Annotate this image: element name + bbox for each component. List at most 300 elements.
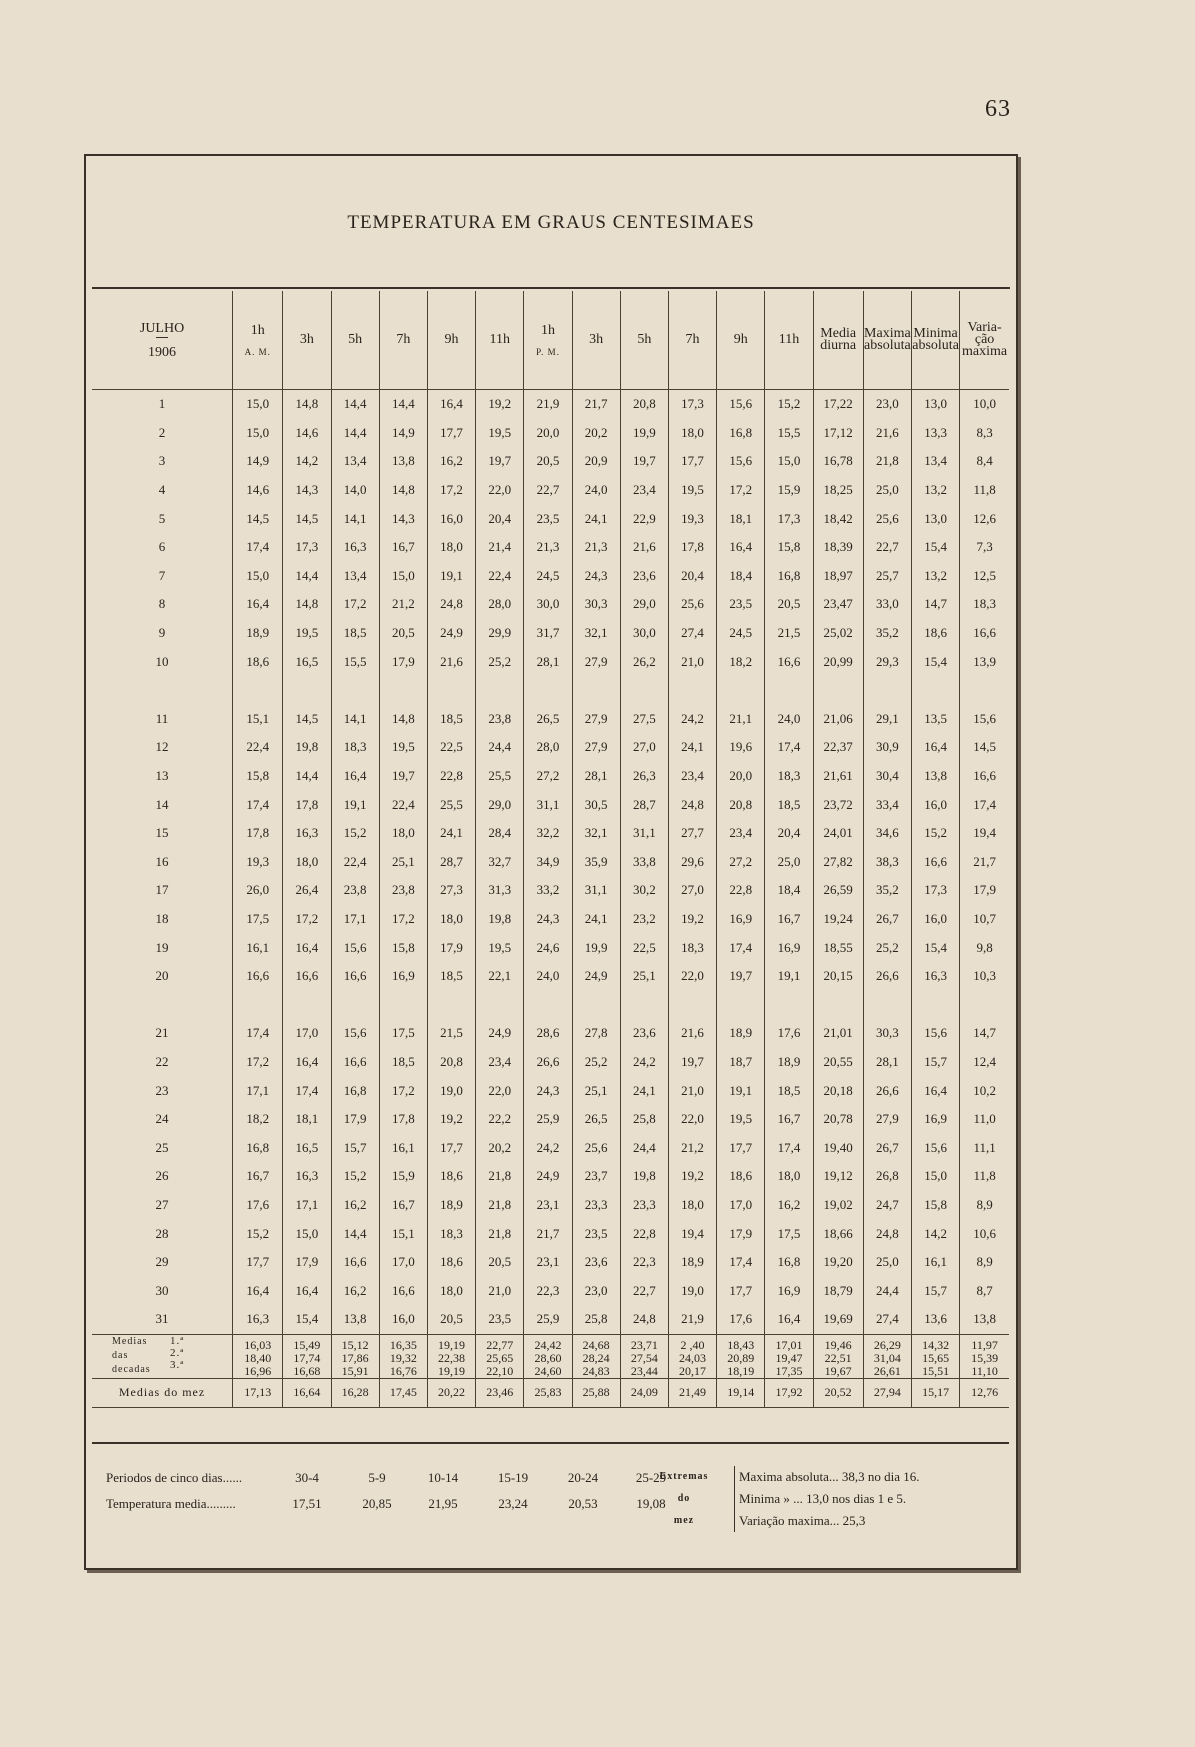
decade-mean-value: 15,51 xyxy=(922,1363,950,1378)
temperature-cell: 18,0 xyxy=(283,848,331,877)
temperature-cell: 26,8 xyxy=(863,1162,911,1191)
decade-mean-value: 22,10 xyxy=(486,1363,514,1378)
temperature-cell: 24,2 xyxy=(524,1133,572,1162)
temperature-cell: 25,8 xyxy=(620,1105,668,1134)
temperature-cell: 17,12 xyxy=(813,419,863,448)
temperature-cell: 14,4 xyxy=(379,390,427,419)
day-number: 5 xyxy=(158,510,166,526)
temperature-cell: 24,9 xyxy=(427,619,475,648)
temperature-cell: 18,9 xyxy=(668,1248,716,1277)
temperature-cell: 20,5 xyxy=(427,1305,475,1334)
temperature-cell: 17,9 xyxy=(283,1248,331,1277)
decade-mean-value: 19,67 xyxy=(824,1363,852,1378)
table-row xyxy=(92,905,1009,934)
temperature-cell: 23,8 xyxy=(379,876,427,905)
decade-mean-value: 24,83 xyxy=(582,1363,610,1378)
decade-mean-cell xyxy=(717,1334,765,1378)
temperature-cell: 21,6 xyxy=(668,1019,716,1048)
month-mean-cell: 27,94 xyxy=(863,1378,911,1408)
temperature-cell: 24,8 xyxy=(427,590,475,619)
temperature-cell: 18,2 xyxy=(233,1105,283,1134)
temperature-cell: 26,0 xyxy=(233,876,283,905)
temperature-cell: 19,2 xyxy=(668,905,716,934)
decade-mean-value: 24,68 xyxy=(582,1337,610,1352)
temperature-cell: 19,2 xyxy=(668,1162,716,1191)
temperature-cell: 21,8 xyxy=(476,1162,524,1191)
temperature-cell: 13,2 xyxy=(911,476,959,505)
decade-mean-value: 22,77 xyxy=(486,1337,514,1352)
hour-header: 7h xyxy=(379,291,427,390)
temperature-cell: 21,8 xyxy=(863,447,911,476)
temperature-cell: 16,7 xyxy=(765,1105,813,1134)
decade-mean-cell xyxy=(668,1334,716,1378)
temperature-cell: 19,5 xyxy=(717,1105,765,1134)
temperature-cell: 14,5 xyxy=(233,504,283,533)
temperature-cell: 26,5 xyxy=(572,1105,620,1134)
table-row xyxy=(92,1019,1009,1048)
temperature-cell: 27,9 xyxy=(572,705,620,734)
temperature-cell: 16,6 xyxy=(911,848,959,877)
temperature-cell: 25,2 xyxy=(476,647,524,676)
temperature-cell: 14,8 xyxy=(283,590,331,619)
temperature-cell: 17,6 xyxy=(233,1191,283,1220)
temperature-cell: 21,5 xyxy=(427,1019,475,1048)
temperature-cell: 17,6 xyxy=(765,1019,813,1048)
decade-mean-value: 22,51 xyxy=(824,1350,852,1365)
temperature-cell: 15,6 xyxy=(331,1019,379,1048)
temperature-cell: 14,4 xyxy=(331,1219,379,1248)
day-number: 21 xyxy=(155,1025,169,1041)
temperature-cell: 22,2 xyxy=(476,1105,524,1134)
temperature-cell: 17,0 xyxy=(283,1019,331,1048)
temperature-cell: 18,55 xyxy=(813,933,863,962)
temperature-cell: 14,4 xyxy=(331,419,379,448)
temperature-cell: 16,2 xyxy=(331,1276,379,1305)
month-means-label: Medias do mez xyxy=(92,1378,233,1408)
day-number: 18 xyxy=(155,910,169,926)
temperature-cell: 22,3 xyxy=(524,1276,572,1305)
temperature-cell: 18,0 xyxy=(668,419,716,448)
temperature-cell: 17,2 xyxy=(717,476,765,505)
extremas-label: Extremas do mez xyxy=(659,1471,709,1526)
temperature-cell: 17,4 xyxy=(283,1076,331,1105)
temperature-cell: 18,6 xyxy=(233,647,283,676)
temp-cell: 17,51 xyxy=(292,1496,322,1511)
temperature-cell: 19,6 xyxy=(717,733,765,762)
day-number: 16 xyxy=(155,853,169,869)
temperature-cell: 20,0 xyxy=(524,419,572,448)
table-row xyxy=(92,447,1009,476)
month-means-row xyxy=(92,1378,1009,1408)
decade-mean-value: 28,60 xyxy=(534,1350,562,1365)
temperature-cell: 18,9 xyxy=(427,1191,475,1220)
temperature-cell: 16,3 xyxy=(911,962,959,991)
temperature-cell: 22,37 xyxy=(813,733,863,762)
day-number: 15 xyxy=(155,825,169,841)
temperature-cell: 19,1 xyxy=(717,1076,765,1105)
temperature-cell: 20,78 xyxy=(813,1105,863,1134)
temperature-cell: 17,7 xyxy=(233,1248,283,1277)
temperature-cell: 22,5 xyxy=(427,733,475,762)
temperature-cell: 21,4 xyxy=(476,533,524,562)
temperature-cell: 16,8 xyxy=(765,1248,813,1277)
temperature-cell: 15,6 xyxy=(331,933,379,962)
temperature-cell: 25,1 xyxy=(572,1076,620,1105)
temperature-cell: 25,5 xyxy=(476,762,524,791)
temperature-cell: 24,4 xyxy=(620,1133,668,1162)
temperature-cell: 25,9 xyxy=(524,1105,572,1134)
table-frame xyxy=(84,154,1018,1570)
temperature-cell: 10,3 xyxy=(960,962,1009,991)
temperature-cell: 16,5 xyxy=(283,647,331,676)
temperature-cell: 15,7 xyxy=(911,1276,959,1305)
minima-absoluta-header: Minima absoluta xyxy=(911,291,959,390)
decade-means-label: Medias das decadas 1.ª 2.ª 3.ª xyxy=(92,1334,233,1378)
temperature-cell: 17,0 xyxy=(379,1248,427,1277)
temperature-cell: 12,6 xyxy=(960,504,1009,533)
temperature-cell: 16,6 xyxy=(331,962,379,991)
temperature-cell: 27,9 xyxy=(572,647,620,676)
temperature-cell: 27,2 xyxy=(717,848,765,877)
temperature-cell: 11,0 xyxy=(960,1105,1009,1134)
temperature-cell: 15,5 xyxy=(331,647,379,676)
day-number: 23 xyxy=(155,1082,169,1098)
temperature-cell: 13,5 xyxy=(911,705,959,734)
temperature-cell: 14,8 xyxy=(379,705,427,734)
decade-mean-value: 20,89 xyxy=(727,1350,755,1365)
temperature-cell: 19,9 xyxy=(572,933,620,962)
temperature-cell: 19,20 xyxy=(813,1248,863,1277)
temperature-cell: 18,3 xyxy=(331,733,379,762)
decade-mean-value: 11,10 xyxy=(971,1363,998,1378)
day-number: 8 xyxy=(158,596,166,612)
temperature-cell: 14,9 xyxy=(379,419,427,448)
temperature-cell: 30,5 xyxy=(572,790,620,819)
temperature-cell: 30,0 xyxy=(524,590,572,619)
temperature-cell: 32,2 xyxy=(524,819,572,848)
temperature-cell: 8,4 xyxy=(960,447,1009,476)
temperature-cell: 21,3 xyxy=(524,533,572,562)
temperature-cell: 20,5 xyxy=(476,1248,524,1277)
month-mean-cell: 20,52 xyxy=(813,1378,863,1408)
decade-mean-value: 11,97 xyxy=(971,1337,998,1352)
temperature-cell: 28,0 xyxy=(476,590,524,619)
temperature-cell: 25,7 xyxy=(863,562,911,591)
temperature-cell: 15,7 xyxy=(911,1048,959,1077)
temperature-cell: 18,6 xyxy=(427,1162,475,1191)
decade-mean-value: 19,19 xyxy=(438,1363,466,1378)
temperature-cell: 27,4 xyxy=(863,1305,911,1334)
day-number: 9 xyxy=(158,625,166,641)
temperature-cell: 21,2 xyxy=(379,590,427,619)
temperature-cell: 24,3 xyxy=(572,562,620,591)
temperature-cell: 31,1 xyxy=(524,790,572,819)
temperature-cell: 16,4 xyxy=(427,390,475,419)
day-number: 12 xyxy=(155,739,169,755)
hour-header: 9h xyxy=(427,291,475,390)
temperature-cell: 25,02 xyxy=(813,619,863,648)
temperature-cell: 18,3 xyxy=(765,762,813,791)
temperature-cell: 14,9 xyxy=(233,447,283,476)
temperature-cell: 18,0 xyxy=(427,905,475,934)
temperature-cell: 23,5 xyxy=(524,504,572,533)
temperature-cell: 18,39 xyxy=(813,533,863,562)
periods-label: Periodos de cinco dias...... xyxy=(106,1470,243,1485)
temperature-cell: 14,1 xyxy=(331,705,379,734)
temperature-cell: 15,6 xyxy=(960,705,1009,734)
decade-mean-value: 16,76 xyxy=(389,1363,417,1378)
temperature-cell: 15,2 xyxy=(233,1219,283,1248)
temperature-cell: 17,2 xyxy=(379,905,427,934)
temperature-cell: 23,5 xyxy=(476,1305,524,1334)
temperature-cell: 24,8 xyxy=(620,1305,668,1334)
temperature-cell: 17,1 xyxy=(233,1076,283,1105)
temperature-cell: 16,9 xyxy=(911,1105,959,1134)
temp-cell: 20,53 xyxy=(568,1496,598,1511)
temperature-cell: 18,0 xyxy=(668,1191,716,1220)
period-cell: 25-29 xyxy=(635,1470,667,1485)
decade-mean-cell xyxy=(572,1334,620,1378)
temperature-cell: 16,1 xyxy=(233,933,283,962)
temperature-cell: 13,4 xyxy=(331,447,379,476)
temperature-cell: 10,0 xyxy=(960,390,1009,419)
temperature-cell: 24,3 xyxy=(524,905,572,934)
temperature-cell: 17,5 xyxy=(233,905,283,934)
temperature-cell: 24,0 xyxy=(765,705,813,734)
temperature-cell: 20,8 xyxy=(717,790,765,819)
table-row xyxy=(92,819,1009,848)
temperature-cell: 15,8 xyxy=(379,933,427,962)
day-number: 14 xyxy=(155,796,169,812)
variacao-maxima-header: Varia- ção maxima xyxy=(960,291,1009,390)
temperature-cell: 14,3 xyxy=(283,476,331,505)
temperature-cell: 15,4 xyxy=(911,647,959,676)
temperature-cell: 26,6 xyxy=(524,1048,572,1077)
temperature-cell: 14,4 xyxy=(283,762,331,791)
temperature-cell: 21,7 xyxy=(960,848,1009,877)
temperature-cell: 15,6 xyxy=(911,1133,959,1162)
temperature-cell: 18,9 xyxy=(717,1019,765,1048)
temperature-cell: 13,8 xyxy=(960,1305,1009,1334)
temperature-cell: 16,7 xyxy=(379,1191,427,1220)
footer-summary xyxy=(92,1442,1009,1564)
temperature-cell: 22,7 xyxy=(620,1276,668,1305)
temperature-cell: 13,2 xyxy=(911,562,959,591)
decade-mean-value: 24,03 xyxy=(679,1350,707,1365)
temperature-cell: 15,4 xyxy=(283,1305,331,1334)
decade-mean-value: 25,65 xyxy=(486,1350,514,1365)
temperature-cell: 12,5 xyxy=(960,562,1009,591)
temperature-cell: 17,4 xyxy=(233,533,283,562)
day-number: 7 xyxy=(158,567,166,583)
temperature-cell: 15,2 xyxy=(331,1162,379,1191)
temperature-cell: 18,97 xyxy=(813,562,863,591)
temperature-cell: 17,7 xyxy=(427,1133,475,1162)
temperature-cell: 17,8 xyxy=(283,790,331,819)
temperature-cell: 23,0 xyxy=(572,1276,620,1305)
day-number: 28 xyxy=(155,1225,169,1241)
table-row xyxy=(92,1191,1009,1220)
temperature-cell: 16,0 xyxy=(911,790,959,819)
day-number: 31 xyxy=(155,1311,169,1327)
decade-mean-value: 15,12 xyxy=(341,1337,369,1352)
temperature-cell: 18,3 xyxy=(960,590,1009,619)
decade-mean-value: 26,29 xyxy=(873,1337,901,1352)
temperature-cell: 17,3 xyxy=(283,533,331,562)
month-mean-cell: 12,76 xyxy=(960,1378,1009,1408)
month-mean-cell: 16,28 xyxy=(331,1378,379,1408)
hour-header: 3h xyxy=(283,291,331,390)
temperature-cell: 24,1 xyxy=(427,819,475,848)
temperature-cell: 27,4 xyxy=(668,619,716,648)
temperature-cell: 24,1 xyxy=(572,905,620,934)
month-mean-cell: 25,88 xyxy=(572,1378,620,1408)
temperature-cell: 15,1 xyxy=(233,705,283,734)
period-cell: 10-14 xyxy=(427,1470,459,1485)
temperature-cell: 16,4 xyxy=(283,1276,331,1305)
temperature-cell: 17,7 xyxy=(717,1276,765,1305)
temperature-cell: 16,0 xyxy=(427,504,475,533)
temperature-cell: 19,5 xyxy=(379,733,427,762)
temperature-cell: 21,6 xyxy=(620,533,668,562)
temperature-cell: 26,7 xyxy=(863,905,911,934)
temperature-cell: 31,7 xyxy=(524,619,572,648)
temperature-cell: 24,0 xyxy=(572,476,620,505)
temperature-cell: 18,3 xyxy=(668,933,716,962)
temperature-cell: 16,3 xyxy=(331,533,379,562)
temperature-cell: 19,8 xyxy=(283,733,331,762)
temp-cell: 19,08 xyxy=(636,1496,666,1511)
temperature-cell: 16,1 xyxy=(379,1133,427,1162)
temperature-cell: 15,6 xyxy=(717,447,765,476)
temperature-cell: 10,6 xyxy=(960,1219,1009,1248)
period-cell: 20-24 xyxy=(567,1470,599,1485)
temperature-cell: 19,4 xyxy=(668,1219,716,1248)
temperature-cell: 19,02 xyxy=(813,1191,863,1220)
temperature-cell: 31,1 xyxy=(620,819,668,848)
temperature-cell: 15,8 xyxy=(911,1191,959,1220)
temperature-cell: 23,4 xyxy=(476,1048,524,1077)
hour-header: 1h P. M. xyxy=(524,291,572,390)
temperature-cell: 13,0 xyxy=(911,390,959,419)
temperature-cell: 16,6 xyxy=(960,619,1009,648)
temperature-cell: 18,0 xyxy=(765,1162,813,1191)
temperature-cell: 17,4 xyxy=(765,1133,813,1162)
temperature-cell: 18,6 xyxy=(911,619,959,648)
temperature-cell: 21,8 xyxy=(476,1219,524,1248)
temperature-cell: 20,18 xyxy=(813,1076,863,1105)
temperature-cell: 17,9 xyxy=(717,1219,765,1248)
decade-mean-value: 26,61 xyxy=(873,1363,901,1378)
temperature-cell: 22,8 xyxy=(717,876,765,905)
temperature-cell: 22,4 xyxy=(476,562,524,591)
table-row xyxy=(92,590,1009,619)
temperature-cell: 16,4 xyxy=(331,762,379,791)
temperature-cell: 27,2 xyxy=(524,762,572,791)
temperature-cell: 20,2 xyxy=(476,1133,524,1162)
temperature-cell: 24,2 xyxy=(620,1048,668,1077)
decade-mean-cell xyxy=(283,1334,331,1378)
temperature-cell: 13,4 xyxy=(911,447,959,476)
temperature-cell: 29,0 xyxy=(620,590,668,619)
temperature-cell: 19,7 xyxy=(620,447,668,476)
temperature-cell: 19,5 xyxy=(476,933,524,962)
decade-mean-value: 19,46 xyxy=(824,1337,852,1352)
temperature-cell: 34,9 xyxy=(524,848,572,877)
temperature-cell: 17,7 xyxy=(717,1133,765,1162)
temperature-cell: 17,3 xyxy=(668,390,716,419)
day-number: 17 xyxy=(155,882,169,898)
temperature-cell: 16,6 xyxy=(233,962,283,991)
temperature-cell: 29,3 xyxy=(863,647,911,676)
temperature-cell: 15,6 xyxy=(717,390,765,419)
temperature-cell: 17,2 xyxy=(379,1076,427,1105)
table-row xyxy=(92,647,1009,676)
temperature-cell: 15,0 xyxy=(283,1219,331,1248)
temperature-cell: 23,3 xyxy=(572,1191,620,1220)
temperature-cell: 15,4 xyxy=(911,533,959,562)
table-row xyxy=(92,762,1009,791)
temperature-cell: 19,7 xyxy=(668,1048,716,1077)
decade-mean-value: 16,35 xyxy=(389,1337,417,1352)
temperature-cell: 16,8 xyxy=(717,419,765,448)
temperature-cell: 22,5 xyxy=(620,933,668,962)
temperature-cell: 16,3 xyxy=(233,1305,283,1334)
temperature-cell: 26,59 xyxy=(813,876,863,905)
decade-mean-value: 18,43 xyxy=(727,1337,755,1352)
temperature-cell: 20,0 xyxy=(717,762,765,791)
month-mean-cell: 17,92 xyxy=(765,1378,813,1408)
decade-mean-value: 20,17 xyxy=(679,1363,707,1378)
temperature-cell: 19,7 xyxy=(717,962,765,991)
temperature-cell: 32,1 xyxy=(572,619,620,648)
temperature-cell: 22,9 xyxy=(620,504,668,533)
temperature-cell: 19,4 xyxy=(960,819,1009,848)
temperature-cell: 23,5 xyxy=(572,1219,620,1248)
temperature-cell: 19,5 xyxy=(476,419,524,448)
temperature-cell: 19,2 xyxy=(476,390,524,419)
temperature-cell: 19,1 xyxy=(427,562,475,591)
table-row xyxy=(92,562,1009,591)
temperature-cell: 18,9 xyxy=(233,619,283,648)
temperature-cell: 35,2 xyxy=(863,876,911,905)
temperature-cell: 24,6 xyxy=(524,933,572,962)
hour-header: 11h xyxy=(765,291,813,390)
temperature-cell: 14,8 xyxy=(379,476,427,505)
decade-mean-value: 19,19 xyxy=(438,1337,466,1352)
day-rows xyxy=(92,390,1009,1335)
temperature-cell: 20,2 xyxy=(572,419,620,448)
day-number: 19 xyxy=(155,939,169,955)
temperature-cell: 27,0 xyxy=(668,876,716,905)
temperature-cell: 29,9 xyxy=(476,619,524,648)
decade-mean-cell xyxy=(911,1334,959,1378)
decade-means-row xyxy=(92,1334,1009,1378)
decade-mean-cell xyxy=(813,1334,863,1378)
temperature-cell: 22,8 xyxy=(620,1219,668,1248)
temperature-cell: 16,2 xyxy=(427,447,475,476)
temperature-cell: 16,9 xyxy=(765,933,813,962)
day-number: 11 xyxy=(155,710,169,726)
extremas-list xyxy=(734,1466,920,1532)
temperature-cell: 18,79 xyxy=(813,1276,863,1305)
decade-gap xyxy=(92,676,1009,705)
temperature-cell: 27,5 xyxy=(620,705,668,734)
temperature-cell: 33,4 xyxy=(863,790,911,819)
temperature-cell: 24,8 xyxy=(863,1219,911,1248)
temp-media-label: Temperatura media......... xyxy=(106,1496,236,1511)
temperature-cell: 16,4 xyxy=(283,1048,331,1077)
